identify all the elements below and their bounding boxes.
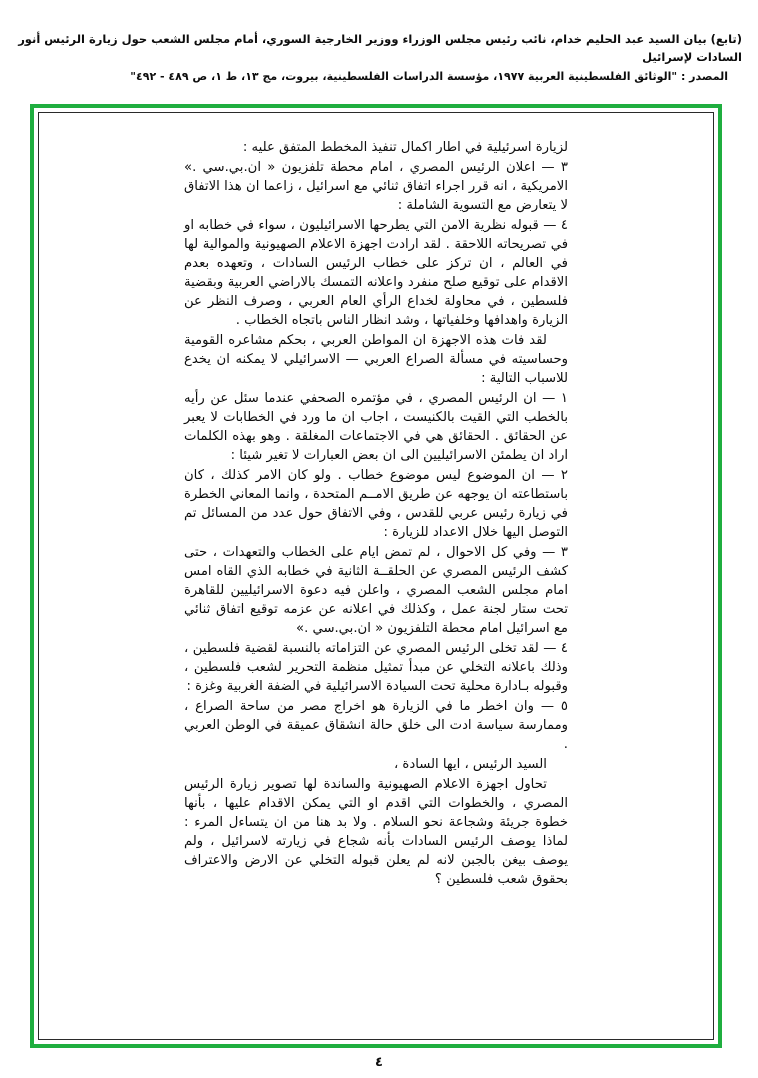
paragraph: ٣ — وفي كل الاحوال ، لم تمض ايام على الخطاب والتعهدات ، حتى كشف الرئيس المصري عن الحلقــة الثانية في خطابه الذي القاه امس امام مجلس الشعب المصري ، واعلن فيه دعوة الاسرائيليين للقاهرة تحت ستار لجنة عمل ، وكذلك في اعلانه عن عزمه توقيع اتفاق ثنائي مع اسرائيل امام محطة التلفزيون « ان.بي.سي .» bbox=[184, 545, 568, 636]
header-source: المصدر : "الوثائق الفلسطينية العربية ١٩٧٧، مؤسسة الدراسات الفلسطينية، بيروت، مج ١٣، ط ١، ص ٤٨٩ - ٤٩٢" bbox=[130, 69, 728, 83]
paragraph: ٣ — اعلان الرئيس المصري ، امام محطة تلفزيون « ان.بي.سي .» الامريكية ، انه قرر اجراء اتفاق ثنائي مع اسرائيل ، زاعما ان هذا الاتفاق لا يتعارض مع التسوية الشاملة : bbox=[184, 160, 568, 213]
header-title: (تابع) بيان السيد عبد الحليم خدام، نائب رئيس مجلس الوزراء ووزير الخارجية السوري، أمام مجلس الشعب حول زيارة الرئيس أنور السادات لإسرائيل bbox=[18, 32, 742, 65]
paragraph: ٤ — لقد تخلى الرئيس المصري عن التزاماته بالنسبة لقضية فلسطين ، وذلك باعلانه التخلي عن مبدأ تمثيل منظمة التحرير لشعب فلسطين ، وقبوله بـادارة محلية تحت السيادة الاسرائيلية في الضفة الغربية وغزة : bbox=[184, 641, 568, 694]
paragraph: تحاول اجهزة الاعلام الصهيونية والساندة لها تصوير زيارة الرئيس المصري ، والخطوات التي اقدم او التي يمكن الاقدام عليها ، بأنها خطوة جريئة وشجاعة نحو السلام . ولا بد هنا من ان يتساءل المرء : لماذا يوصف الرئيس السادات بأنه شجاع في زيارته لاسرائيل ، ولم يوصف بيغن بالجبن لانه لم يعلن قبوله التخلي عن الارض والاعتراف بحقوق شعب فلسطين ؟ bbox=[184, 777, 568, 887]
paragraph: السيد الرئيس ، ايها السادة ، bbox=[393, 757, 547, 772]
paragraph: لقد فات هذه الاجهزة ان المواطن العربي ، بحكم مشاعره القومية وحساسيته في مسألة الصراع العربي — الاسرائيلي لا يمكنه ان يخدع للاسباب التالية : bbox=[184, 333, 568, 386]
paragraph: ٤ — قبوله نظرية الامن التي يطرحها الاسرائيليون ، سواء في خطابه او في تصريحاته اللاحقة . لقد ارادت اجهزة الاعلام الصهيونية والموالية لها في العالم ، ان تركز على خطاب الرئيس السادات ، وتعهده بعدم الاقدام على توقيع صلح منفرد واعلانه التمسك بالاراضي العربية وبقضية فلسطين ، في محاولة لخداع الرأي العام العربي ، وصرف النظر عن الزيارة واهدافها وخلفياتها ، وشد انظار الناس باتجاه الخطاب . bbox=[184, 218, 568, 328]
paragraph: ١ — ان الرئيس المصري ، في مؤتمره الصحفي عندما سئل عن رأيه بالخطب التي القيت بالكنيست ، اجاب ان ما ورد في الخطابات لا يعبر عن الحقائق . الحقائق هي في الاجتماعات المغلقة . وهو بهذه الكلمات اراد ان يطمئن الاسرائيليين الى ان بعض العبارات لا تغير شيئا : bbox=[184, 391, 568, 463]
paragraph: لزيارة اسرئيلية في اطار اكمال تنفيذ المخطط المتفق عليه : bbox=[242, 140, 568, 155]
document-frame bbox=[30, 104, 722, 1048]
paragraph: ٥ — وان اخطر ما في الزيارة هو اخراج مصر من ساحة الصراع ، وممارسة سياسة ادت الى خلق حالة انشقاق عميقة في الوطن العربي . bbox=[184, 699, 568, 752]
body-text bbox=[184, 138, 568, 890]
document-header bbox=[0, 0, 758, 87]
paragraph: ٢ — ان الموضوع ليس موضوع خطاب . ولو كان الامر كذلك ، كان باستطاعته ان يوجهه عن طريق الامــم المتحدة ، وانما المعاني الخطرة في زيارة رئيس عربي للقدس ، وفي الاتفاق حول عدد من المسائل تم التوصل اليها خلال الاعداد للزيارة : bbox=[184, 468, 568, 540]
page-number: ٤ bbox=[375, 1055, 383, 1070]
